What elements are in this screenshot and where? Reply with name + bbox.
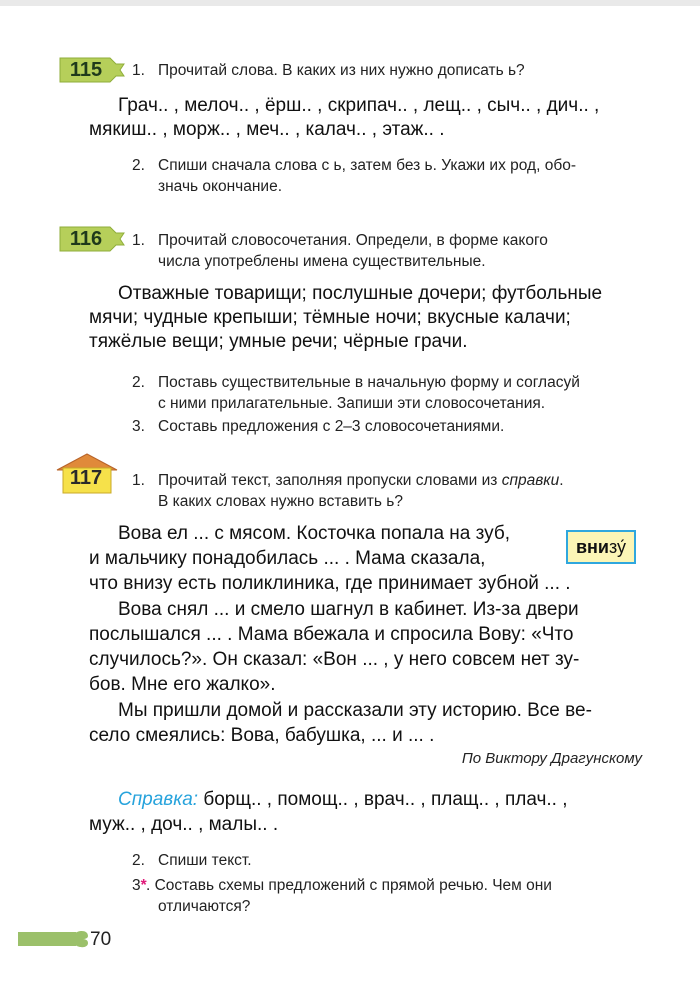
task-text-part: Прочитай текст, заполняя пропуски словами из bbox=[158, 472, 502, 489]
task-number: 1. bbox=[132, 232, 145, 249]
exercise-116-text-line-2: мячи; чудные крепыши; тёмные ночи; вкусные калачи; bbox=[89, 307, 571, 328]
task-text-line-2: отличаются? bbox=[158, 898, 251, 915]
task-text-line-1 bbox=[132, 470, 652, 491]
task-text-emphasis: справки bbox=[501, 472, 560, 489]
footer-decoration bbox=[18, 932, 76, 946]
difficulty-star-icon: * bbox=[140, 877, 147, 894]
task-text-line-1: . Составь схемы предложений с прямой речью. Чем они bbox=[146, 877, 552, 894]
exercise-117-task-3 bbox=[132, 875, 652, 917]
exercise-115-words-line-2: мякиш.. , морж.. , меч.. , калач.. , этаж.. . bbox=[89, 119, 445, 140]
task-number bbox=[132, 875, 147, 896]
exercise-115-badge bbox=[58, 56, 120, 84]
task-text: Прочитай слова. В каких из них нужно дописать ь? bbox=[158, 62, 525, 79]
exercise-number: 116 bbox=[69, 228, 103, 250]
task-text-line-2: значь окончание. bbox=[158, 178, 282, 195]
task-text: Спиши текст. bbox=[158, 852, 252, 869]
exercise-117-badge bbox=[56, 452, 118, 492]
story-line-3: что внизу есть поликлиника, где принимает зубной ... . bbox=[89, 573, 571, 594]
story-line-2: и мальчику понадобилась ... . Мама сказала, bbox=[89, 548, 486, 569]
exercise-117-task-2 bbox=[132, 850, 652, 871]
exercise-115-words-line-1: Грач.. , мелоч.. , ёрш.. , скрипач.. , лещ.. , сыч.. , дич.. , bbox=[118, 95, 600, 116]
exercise-116-badge bbox=[58, 225, 120, 253]
hint-rest-part: зу́ bbox=[608, 537, 627, 557]
task-text-part: . bbox=[559, 472, 564, 489]
exercise-115-task-2 bbox=[132, 155, 652, 197]
task-text-line-2: числа употреблены имена существительные. bbox=[158, 253, 486, 270]
exercise-116-text-line-3: тяжёлые вещи; умные речи; чёрные грачи. bbox=[89, 331, 468, 352]
page-top-edge bbox=[0, 0, 700, 6]
task-text-line-1: Поставь существительные в начальную форму и согласуй bbox=[158, 374, 580, 391]
story-line-7: бов. Мне его жалко». bbox=[89, 674, 276, 695]
exercise-116-task-1 bbox=[132, 230, 652, 272]
exercise-116-text-line-1: Отважные товарищи; послушные дочери; футбольные bbox=[118, 283, 603, 304]
task-number-digit: 3 bbox=[132, 877, 141, 894]
story-line-4: Вова снял ... и смело шагнул в кабинет. Из-за двери bbox=[118, 599, 579, 620]
leaf-ornament-icon bbox=[70, 926, 90, 952]
story-line-1: Вова ел ... с мясом. Косточка попала на зуб, bbox=[118, 523, 511, 544]
exercise-115-task-1 bbox=[132, 60, 652, 81]
task-number: 1. bbox=[132, 472, 145, 489]
task-number: 2. bbox=[132, 157, 145, 174]
task-text: Составь предложения с 2–3 словосочетаниями. bbox=[158, 418, 505, 435]
task-number: 3. bbox=[132, 418, 145, 435]
story-line-8: Мы пришли домой и рассказали эту историю. Все ве- bbox=[118, 700, 592, 721]
vocabulary-hint-box bbox=[566, 530, 636, 564]
page-number: 70 bbox=[90, 929, 112, 950]
reference-label: Справка: bbox=[118, 789, 199, 810]
reference-words: борщ.. , помощ.. , врач.. , плащ.. , плач.. , bbox=[198, 789, 568, 810]
task-text-line-1: Прочитай словосочетания. Определи, в форме какого bbox=[158, 232, 548, 249]
reference-line-1 bbox=[118, 788, 658, 812]
hint-bold-part: вни bbox=[575, 537, 609, 557]
story-line-6: случилось?». Он сказал: «Вон ... , у него совсем нет зу- bbox=[89, 649, 580, 670]
story-line-5: послышался ... . Мама вбежала и спросила Вову: «Что bbox=[89, 624, 574, 645]
task-text-line-2: В каких словах нужно вставить ь? bbox=[158, 493, 403, 510]
story-line-9: село смеялись: Вова, бабушка, ... и ... . bbox=[89, 725, 435, 746]
reference-line-2: муж.. , доч.. , малы.. . bbox=[89, 814, 279, 835]
exercise-116-task-3 bbox=[132, 416, 652, 437]
exercise-117-task-1 bbox=[132, 470, 652, 512]
task-number: 1. bbox=[132, 62, 145, 79]
exercise-116-task-2 bbox=[132, 372, 652, 414]
task-number: 2. bbox=[132, 374, 145, 391]
task-text-line-1: Спиши сначала слова с ь, затем без ь. Укажи их род, обо- bbox=[158, 157, 576, 174]
task-text-line-2: с ними прилагательные. Запиши эти словосочетания. bbox=[158, 395, 546, 412]
task-number: 2. bbox=[132, 852, 145, 869]
exercise-number: 117 bbox=[69, 467, 103, 489]
exercise-number: 115 bbox=[69, 59, 103, 81]
story-author: По Виктору Драгунскому bbox=[461, 750, 642, 767]
